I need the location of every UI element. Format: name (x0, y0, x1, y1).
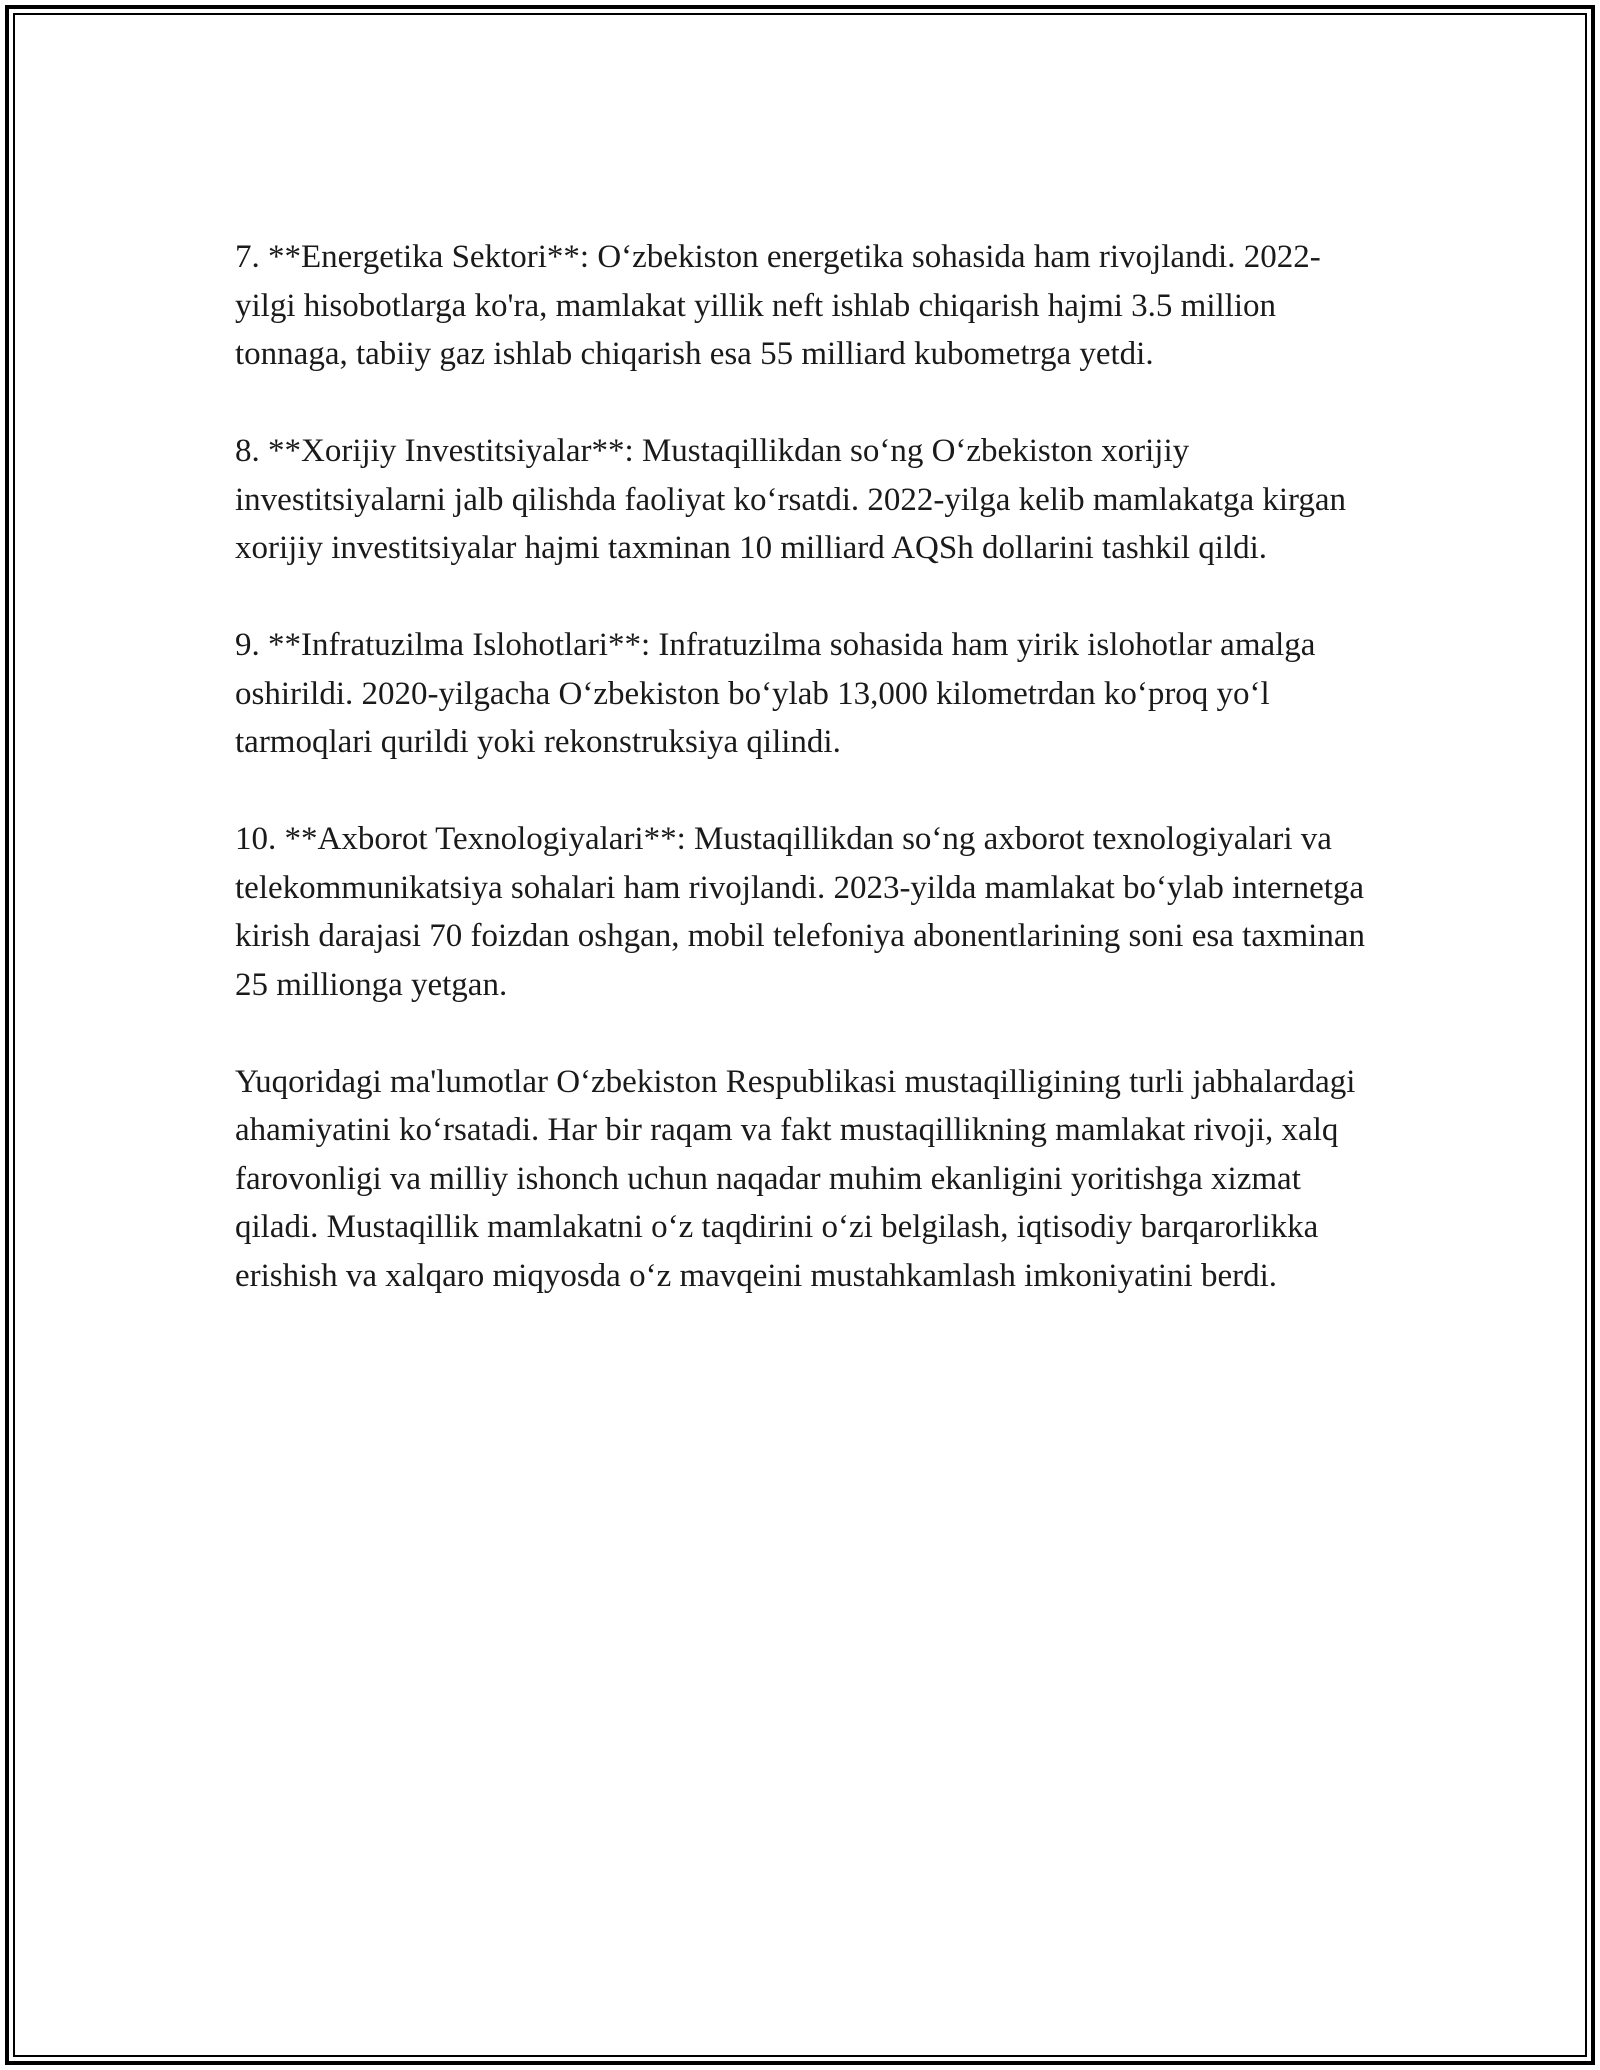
paragraph-infratuzilma-islohotlari: 9. **Infratuzilma Islohotlari**: Infratuzilma sohasida ham yirik islohotlar amalga oshirildi. 2020-yilgacha O‘zbekiston bo‘ylab 13,000 kilometrdan ko‘proq yo‘l tarmoqlari qurildi yoki rekonstruksiya qilindi. (235, 627, 1316, 760)
paragraph-xorijiy-investitsiyalar: 8. **Xorijiy Investitsiyalar**: Mustaqillikdan so‘ng O‘zbekiston xorijiy investitsiyalarni jalb qilishda faoliyat ko‘rsatdi. 2022-yilga kelib mamlakatga kirgan xorijiy investitsiyalar hajmi taxminan 10 milliard AQSh dollarini tashkil qildi. (235, 433, 1347, 566)
paragraph-axborot-texnologiyalari: 10. **Axborot Texnologiyalari**: Mustaqillikdan so‘ng axborot texnologiyalari va telekommunikatsiya sohalari ham rivojlandi. 2023-yilda mamlakat bo‘ylab internetga kirish darajasi 70 foizdan oshgan, mobil telefoniya abonentlarining soni esa taxminan 25 millionga yetgan. (235, 821, 1365, 1003)
paragraph-conclusion: Yuqoridagi ma'lumotlar O‘zbekiston Respublikasi mustaqilligining turli jabhalardagi ahamiyatini ko‘rsatadi. Har bir raqam va fakt mustaqillikning mamlakat rivoji, xalq farovonligi va milliy ishonch uchun naqadar muhim ekanligini yoritishga xizmat qiladi. Mustaqillik mamlakatni o‘z taqdirini o‘zi belgilash, iqtisodiy barqarorlikka erishish va xalqaro miqyosda o‘z mavqeini mustahkamlash imkoniyatini berdi. (235, 1063, 1356, 1294)
document-body (235, 233, 1375, 1349)
paragraph-energetika-sektori: 7. **Energetika Sektori**: O‘zbekiston energetika sohasida ham rivojlandi. 2022-yilgi hisobotlarga ko'ra, mamlakat yillik neft ishlab chiqarish hajmi 3.5 million tonnaga, tabiiy gaz ishlab chiqarish esa 55 milliard kubometrga yetdi. (235, 239, 1321, 372)
